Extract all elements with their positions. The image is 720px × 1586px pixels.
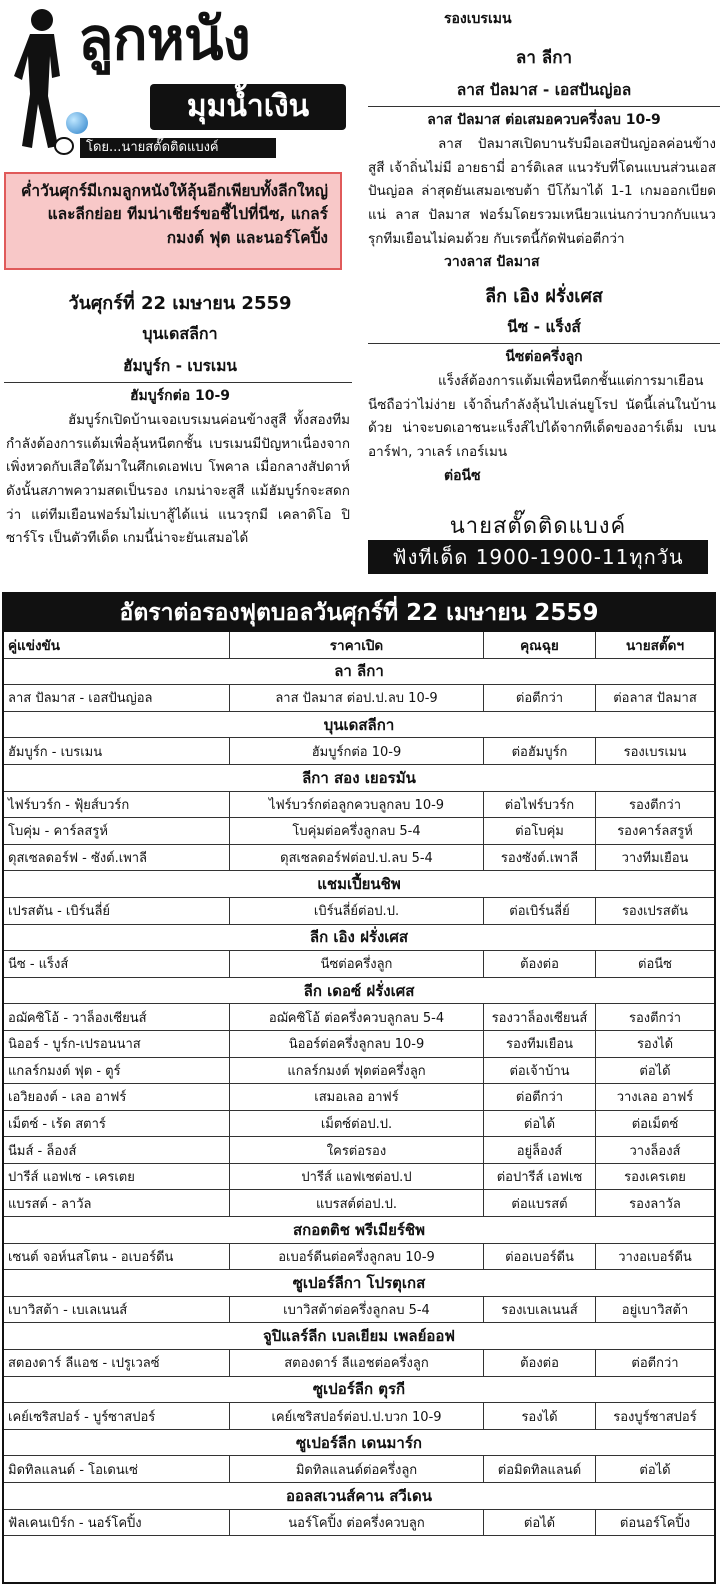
tipster-1-cell: ต้องต่อ	[484, 951, 596, 977]
tipster-1-cell: ต้องต่อ	[484, 1350, 596, 1376]
divider	[368, 343, 720, 344]
table-row	[4, 1510, 714, 1537]
table-row	[4, 1244, 714, 1271]
table-row	[4, 818, 714, 845]
table-body	[4, 659, 714, 1537]
league-name: ลีก เอิง ฝรั่งเศส	[309, 928, 409, 947]
match-cell: ดุสเซลดอร์ฟ - ซังต์.เพาลี	[4, 845, 230, 871]
tipster-2-cell: ต่อนอร์โคปิ้ง	[619, 1515, 691, 1531]
table-row	[4, 1031, 714, 1058]
opening-price-cell: แบรสต์ต่อป.ป.	[230, 1190, 484, 1216]
table-row	[4, 1137, 714, 1164]
tipster-2-cell: วางล็องส์	[629, 1143, 681, 1159]
masthead-title: ลูกหนัง	[78, 5, 250, 73]
tipster-2-cell: อยู่เบาวิสต้า	[621, 1303, 689, 1319]
opening-price-cell: อฌัคซิโอ้ ต่อครึ่งควบลูกลบ 5-4	[230, 1004, 484, 1030]
tipster-2-cell: ต่อได้	[639, 1063, 671, 1079]
opening-price-cell: แกลร์กมงต์ ฟุตต่อครึ่งลูก	[230, 1058, 484, 1084]
opening-price-cell: เสมอเลอ อาฟร์	[230, 1084, 484, 1110]
opening-price-cell: เม็ตซ์ต่อป.ป.	[230, 1111, 484, 1137]
table-header-row	[4, 632, 714, 659]
table-row	[4, 1111, 714, 1138]
tipster-2-cell: ต่อลาส ปัลมาส	[613, 691, 697, 707]
match-cell: มิดทิลแลนด์ - โอเดนเซ่	[4, 1456, 230, 1482]
tipster-2-cell: รองตีกว่า	[628, 797, 682, 813]
table-row	[4, 1297, 714, 1324]
table-row	[4, 792, 714, 819]
tipster-1-cell: ต่อฮัมบูร์ก	[484, 738, 596, 764]
opening-price-cell: นอร์โคปิ้ง ต่อครึ่งควบลูก	[230, 1510, 484, 1536]
match-cell: ลาส ปัลมาส - เอสปันญ่อล	[4, 685, 230, 711]
league-name: บุนเดสลีกา	[323, 715, 395, 734]
match-cell: นีซ - แร็งส์	[4, 951, 230, 977]
odds-table	[2, 592, 716, 1584]
match-cell: ปารีส์ แอฟเซ - เครเตย	[4, 1164, 230, 1190]
tipster-2-cell: รองได้	[636, 1037, 674, 1053]
match-cell: เอวิยองต์ - เลอ อาฟร์	[4, 1084, 230, 1110]
header-match: คู่แข่งขัน	[4, 632, 230, 658]
opening-price-cell: นิออร์ต่อครึ่งลูกลบ 10-9	[230, 1031, 484, 1057]
league-name: ลีกา สอง เยอรมัน	[302, 768, 416, 787]
league-name: ออลสเวนส์คาน สวีเดน	[286, 1486, 432, 1505]
opening-price-cell: เบิร์นลี่ย์ต่อป.ป.	[230, 898, 484, 924]
match-cell: อฌัคซิโอ้ - วาล็องเซียนส์	[4, 1004, 230, 1030]
match-cell: นีมส์ - ล็องส์	[4, 1137, 230, 1163]
right-column	[368, 0, 720, 569]
table-row	[4, 1084, 714, 1111]
match-cell: แกลร์กมงต์ ฟุต - ตูร์	[4, 1058, 230, 1084]
tipster-1-cell: ต่อเจ้าบ้าน	[484, 1058, 596, 1084]
tipster-2-cell: ต่อนีซ	[638, 957, 672, 973]
tipster-2-cell: รองบูร์ซาสปอร์	[613, 1409, 697, 1425]
tipster-2-cell: รองเบรเมน	[623, 744, 687, 760]
pick-label: วางลาส ปัลมาส	[444, 254, 540, 271]
match-cell: โบคุ่ม - คาร์ลสรูห์	[4, 818, 230, 844]
tipster-2-cell: ต่อเม็ตซ์	[631, 1116, 679, 1132]
pick-label: รองเบรเมน	[444, 11, 512, 27]
tipster-1-cell: อยู่ล็องส์	[484, 1137, 596, 1163]
league-name: จูปิแลร์ลีก เบลเยียม เพลย์ออฟ	[262, 1327, 455, 1346]
article-odds: ฮัมบูร์กต่อ 10-9	[129, 388, 231, 404]
match-cell: ฮัมบูร์ก - เบรเมน	[4, 738, 230, 764]
league-header-row	[4, 871, 714, 898]
hotline-banner: ฟังทีเด็ด 1900-1900-11ทุกวัน	[368, 540, 708, 574]
match-cell: เม็ตซ์ - เร้ด สตาร์	[4, 1111, 230, 1137]
league-header-row	[4, 765, 714, 792]
table-row	[4, 1350, 714, 1377]
masthead-byline: โดย...นายสตั๊ดติดแบงค์	[80, 138, 276, 158]
league-header-row	[4, 1270, 714, 1297]
header-tipster-2: นายสตั๊ดฯ	[625, 637, 685, 654]
league-name: แชมเปี้ยนชิพ	[317, 875, 401, 894]
league-header-row	[4, 659, 714, 686]
match-cell: เปรสตัน - เบิร์นลี่ย์	[4, 898, 230, 924]
tipster-1-cell: รองวาล็องเซียนส์	[484, 1004, 596, 1030]
tipster-2-cell: ต่อตีกว่า	[631, 1356, 679, 1372]
article-match: ลาส ปัลมาส - เอสปันญ่อล	[456, 81, 632, 99]
table-row	[4, 845, 714, 872]
article-odds: ลาส ปัลมาส ต่อเสมอควบครึ่งลบ 10-9	[427, 112, 661, 128]
tipster-1-cell: ต่อตีกว่า	[484, 1084, 596, 1110]
article-odds: นีซต่อครึ่งลูก	[505, 349, 583, 366]
globe-icon	[66, 112, 88, 134]
tipster-2-cell: รองตีกว่า	[628, 1010, 682, 1026]
tipster-2-cell: รองเครเตย	[624, 1170, 686, 1186]
tipster-1-cell: ต่ออเบอร์ดีน	[484, 1244, 596, 1270]
opening-price-cell: ดุสเซลดอร์ฟต่อป.ป.ลบ 5-4	[230, 845, 484, 871]
article-league: ลีก เอิง ฝรั่งเศส	[485, 286, 603, 308]
table-row	[4, 685, 714, 712]
opening-price-cell: ลาส ปัลมาส ต่อป.ป.ลบ 10-9	[230, 685, 484, 711]
tipster-1-cell: รองซังต์.เพาลี	[484, 845, 596, 871]
tipster-2-cell: วางทีมเยือน	[621, 851, 689, 867]
left-column	[0, 0, 360, 547]
tipster-1-cell: ต่อเบิร์นลี่ย์	[484, 898, 596, 924]
article-date: วันศุกร์ที่ 22 เมษายน 2559	[68, 293, 292, 314]
tipster-1-cell: รองทีมเยือน	[484, 1031, 596, 1057]
tipster-2-cell: รองคาร์ลสรูห์	[617, 824, 693, 840]
match-cell: ไฟร์บวร์ก - ฟุ้ยส์บวร์ก	[4, 792, 230, 818]
league-name: ซูเปอร์ลีกา โปรตุเกส	[292, 1274, 426, 1293]
match-cell: ฟัลเคนเบิร์ก - นอร์โคปิ้ง	[4, 1510, 230, 1536]
league-name: ลา ลีกา	[334, 662, 384, 681]
table-title: อัตราต่อรองฟุตบอลวันศุกร์ที่ 22 เมษายน 2559	[4, 594, 714, 632]
soccer-player-icon	[8, 6, 78, 156]
article-body: แร็งส์ต้องการแต้มเพื่อหนีตกชั้นแต่การมาเยือนนีซถือว่าไม่ง่าย เจ้าถิ่นกำลังลุ้นไปเล่นยูโรป นัดนี้เล่นในบ้านด้วย น่าจะบดเอาชนะแร็งส์ไปได้จากทีเด็ดของอาร์เต็ม เบน อาร์ฟา, วาเลร์ เกอร์เมน	[368, 373, 716, 460]
tipster-2-cell: วางเลอ อาฟร์	[616, 1090, 694, 1106]
article-body: ลาส ปัลมาสเปิดบานรับมือเอสปันญ่อลค่อนข้างสูสี เจ้าถิ่นไม่มี อายธามี่ อาร์ติเลส แนวรับที่โดนแบนส่วนเอสปันญ่อล ล่าสุดยันเสมอเซบต้า บีโก้มาได้ 1-1 เกมออกเบียดแน่ ลาส ปัลมาส ฟอร์มโดยรวมเหนียวแน่นกว่าบวกกับแนวรุกทีมเยือนไม่คมด้วย กับเรตนี้กัดฟันต่อตีกว่า	[368, 136, 716, 247]
table-row	[4, 951, 714, 978]
league-name: ซูเปอร์ลีก ตุรกี	[312, 1380, 406, 1399]
table-row	[4, 738, 714, 765]
header-tipster-1: คุณฉุย	[484, 632, 596, 658]
tipster-1-cell: ต่อได้	[484, 1111, 596, 1137]
masthead-subtitle: มุมน้ำเงิน	[150, 84, 346, 130]
league-header-row	[4, 1377, 714, 1404]
article-body: ฮัมบูร์กเปิดบ้านเจอเบรเมนค่อนข้างสูสี ทั้งสองทีมกำลังต้องการแต้มเพื่อลุ้นหนีตกชั้น เบรเมนมีปัญหาเนื่องจากเพิ่งหวดกับเสือใต้มาในศึกเดเอฟเบ โพคาล เมื่อกลางสัปดาห์ ดังนั้นสภาพความสดเป็นรอง เกมน่าจะสูสี แม้ฮัมบูร์กจะสดกว่า แต่ทีมเยือนฟอร์มไม่เบาสู้ได้แน่ แนวรุกมี เคลาดิโอ ปิซาร์โร เป็นตัวทีเด็ด เกมนี้น่าจะยันเสมอได้	[6, 412, 350, 547]
tipster-1-cell: ต่อโบคุ่ม	[484, 818, 596, 844]
opening-price-cell: โบคุ่มต่อครึ่งลูกลบ 5-4	[230, 818, 484, 844]
article-match: นีซ - แร็งส์	[507, 318, 581, 337]
header-opening-price: ราคาเปิด	[230, 632, 484, 658]
league-header-row	[4, 712, 714, 739]
tipster-1-cell: ต่อได้	[484, 1510, 596, 1536]
table-row	[4, 1403, 714, 1430]
tipster-1-cell: ต่อตีกว่า	[484, 685, 596, 711]
tipster-2-cell: รองลาวัล	[629, 1196, 681, 1212]
opening-price-cell: นีซต่อครึ่งลูก	[230, 951, 484, 977]
table-row	[4, 1058, 714, 1085]
table-row	[4, 898, 714, 925]
table-row	[4, 1004, 714, 1031]
league-header-row	[4, 1430, 714, 1457]
table-row	[4, 1456, 714, 1483]
league-name: ลีก เดอซ์ ฝรั่งเศส	[303, 981, 415, 1000]
match-cell: นิออร์ - บูร์ก-เปรอนนาส	[4, 1031, 230, 1057]
article-match: ฮัมบูร์ก - เบรเมน	[122, 357, 238, 375]
match-cell: สตองดาร์ ลีแอช - เปรูเวลซ์	[4, 1350, 230, 1376]
opening-price-cell: ใครต่อรอง	[230, 1137, 484, 1163]
opening-price-cell: อเบอร์ดีนต่อครึ่งลูกลบ 10-9	[230, 1244, 484, 1270]
tipster-1-cell: รองเบเลเนนส์	[484, 1297, 596, 1323]
tipster-2-cell: รองเปรสตัน	[621, 904, 689, 920]
table-row	[4, 1190, 714, 1217]
league-header-row	[4, 978, 714, 1005]
opening-price-cell: ฮัมบูร์กต่อ 10-9	[230, 738, 484, 764]
opening-price-cell: เบาวิสต้าต่อครึ่งลูกลบ 5-4	[230, 1297, 484, 1323]
league-header-row	[4, 1323, 714, 1350]
tipster-2-cell: ต่อได้	[639, 1462, 671, 1478]
tipster-1-cell: ต่อปารีส์ เอฟเซ	[484, 1164, 596, 1190]
article-league: ลา ลีกา	[515, 48, 573, 68]
opening-price-cell: ไฟร์บวร์กต่อลูกควบลูกลบ 10-9	[230, 792, 484, 818]
tipster-1-cell: ต่อไฟร์บวร์ก	[484, 792, 596, 818]
match-cell: แบรสต์ - ลาวัล	[4, 1190, 230, 1216]
opening-price-cell: เคย์เซริสปอร์ต่อป.ป.บวก 10-9	[230, 1403, 484, 1429]
league-name: ซูเปอร์ลีก เดนมาร์ก	[296, 1433, 422, 1452]
league-name: สกอตติช พรีเมียร์ชิพ	[292, 1220, 425, 1239]
article-league: บุนเดสลีกา	[142, 324, 218, 343]
league-header-row	[4, 1483, 714, 1510]
match-cell: เบาวิสต้า - เบเลเนนส์	[4, 1297, 230, 1323]
match-cell: เซนต์ จอห์นสโตน - อเบอร์ดีน	[4, 1244, 230, 1270]
tipster-1-cell: รองได้	[484, 1403, 596, 1429]
league-header-row	[4, 1217, 714, 1244]
left-article	[0, 322, 360, 551]
table-row	[4, 1164, 714, 1191]
opening-price-cell: ปารีส์ แอฟเซต่อป.ป	[230, 1164, 484, 1190]
divider	[368, 106, 720, 107]
tipster-2-cell: วางอเบอร์ดีน	[618, 1249, 692, 1265]
tipster-1-cell: ต่อแบรสต์	[484, 1190, 596, 1216]
pick-label: ต่อนีซ	[444, 467, 481, 484]
divider	[4, 382, 352, 383]
opening-price-cell: สตองดาร์ ลีแอชต่อครึ่งลูก	[230, 1350, 484, 1376]
signature: นายสตั๊ดติดแบงค์	[449, 514, 627, 539]
masthead-logo	[0, 0, 360, 168]
opening-price-cell: มิดทิลแลนด์ต่อครึ่งลูก	[230, 1456, 484, 1482]
intro-box: ค่ำวันศุกร์มีเกมลูกหนังให้ลุ้นอีกเพียบทั้งลีกใหญ่ และลีกย่อย ทีมน่าเชียร์ขอชี้ไปที่นีซ, แกลร์กมงต์ ฟุต และนอร์โคปิ้ง	[4, 172, 342, 270]
match-cell: เคย์เซริสปอร์ - บูร์ซาสปอร์	[4, 1403, 230, 1429]
tipster-1-cell: ต่อมิดทิลแลนด์	[484, 1456, 596, 1482]
league-header-row	[4, 925, 714, 952]
